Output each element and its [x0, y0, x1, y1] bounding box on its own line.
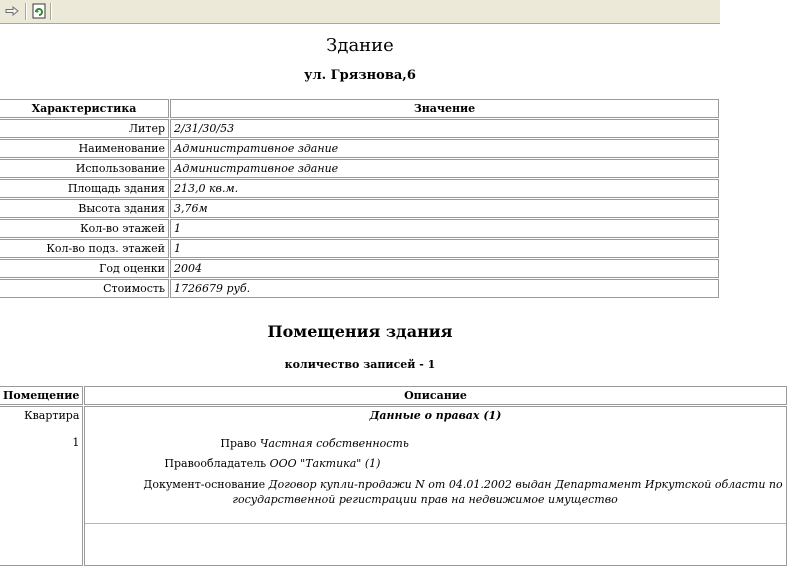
property-value: 1726679 руб.: [170, 279, 719, 298]
table-header-row: [0, 386, 787, 405]
basis-label: Документ-основание: [143, 478, 266, 491]
rooms-table: [0, 385, 788, 567]
toolbar: [0, 0, 720, 24]
column-header-value: Значение: [170, 99, 719, 118]
table-row: [0, 139, 719, 158]
basis-line: [143, 477, 782, 492]
room-type: Квартира: [24, 409, 80, 422]
property-value: 2/31/30/53: [170, 119, 719, 138]
table-row: [0, 159, 719, 178]
table-row: [0, 259, 719, 278]
properties-table: [0, 98, 720, 299]
property-value: 1: [170, 219, 719, 238]
holder-label: Правообладатель: [164, 457, 267, 470]
table-row: [0, 406, 787, 566]
right-label: Право: [220, 437, 257, 450]
right-value: Частная собственность: [259, 437, 409, 450]
right-line: [220, 437, 782, 450]
property-key: Стоимость: [0, 279, 169, 298]
property-value: Административное здание: [170, 139, 719, 158]
table-row: [0, 239, 719, 258]
column-header-room: Помещение: [0, 386, 83, 405]
room-cell: [0, 406, 83, 566]
rights-heading: Данные о правах (1): [369, 409, 502, 422]
property-value: 2004: [170, 259, 719, 278]
basis-line-continued: [232, 492, 782, 507]
toolbar-separator: [50, 3, 52, 20]
property-key: Высота здания: [0, 199, 169, 218]
table-row: [0, 199, 719, 218]
room-description: [84, 406, 786, 566]
property-value: 213,0 кв.м.: [170, 179, 719, 198]
arrow-right-icon: [5, 6, 19, 16]
rooms-section-title: Помещения здания: [267, 322, 453, 341]
toolbar-separator: [25, 3, 27, 20]
property-value: Административное здание: [170, 159, 719, 178]
rooms-record-count: количество записей - 1: [284, 358, 436, 371]
property-key: Литер: [0, 119, 169, 138]
basis-value: Договор купли-продажи N от 04.01.2002 выдан Департамент Иркутской области по: [268, 478, 783, 491]
basis-value-continued: государственной регистрации прав на недвижимое имущество: [232, 493, 618, 506]
divider: [85, 523, 785, 524]
property-key: Использование: [0, 159, 169, 178]
property-key: Наименование: [0, 139, 169, 158]
table-row: [0, 119, 719, 138]
table-row: [0, 179, 719, 198]
property-key: Год оценки: [0, 259, 169, 278]
table-row: [0, 279, 719, 298]
room-number: 1: [72, 436, 80, 449]
holder-value: ООО "Тактика" (1): [269, 457, 381, 470]
column-header-description: Описание: [84, 386, 786, 405]
property-key: Кол-во подз. этажей: [0, 239, 169, 258]
back-button[interactable]: [2, 2, 22, 20]
property-value: 1: [170, 239, 719, 258]
table-row: [0, 219, 719, 238]
holder-line: [164, 457, 782, 470]
refresh-document-button[interactable]: [30, 2, 48, 20]
property-key: Кол-во этажей: [0, 219, 169, 238]
page-title: Здание: [326, 35, 394, 56]
column-header-characteristic: Характеристика: [0, 99, 169, 118]
property-value: 3,76м: [170, 199, 719, 218]
building-address: ул. Грязнова,6: [304, 68, 416, 83]
table-header-row: [0, 99, 719, 118]
property-key: Площадь здания: [0, 179, 169, 198]
document-refresh-icon: [32, 3, 46, 19]
